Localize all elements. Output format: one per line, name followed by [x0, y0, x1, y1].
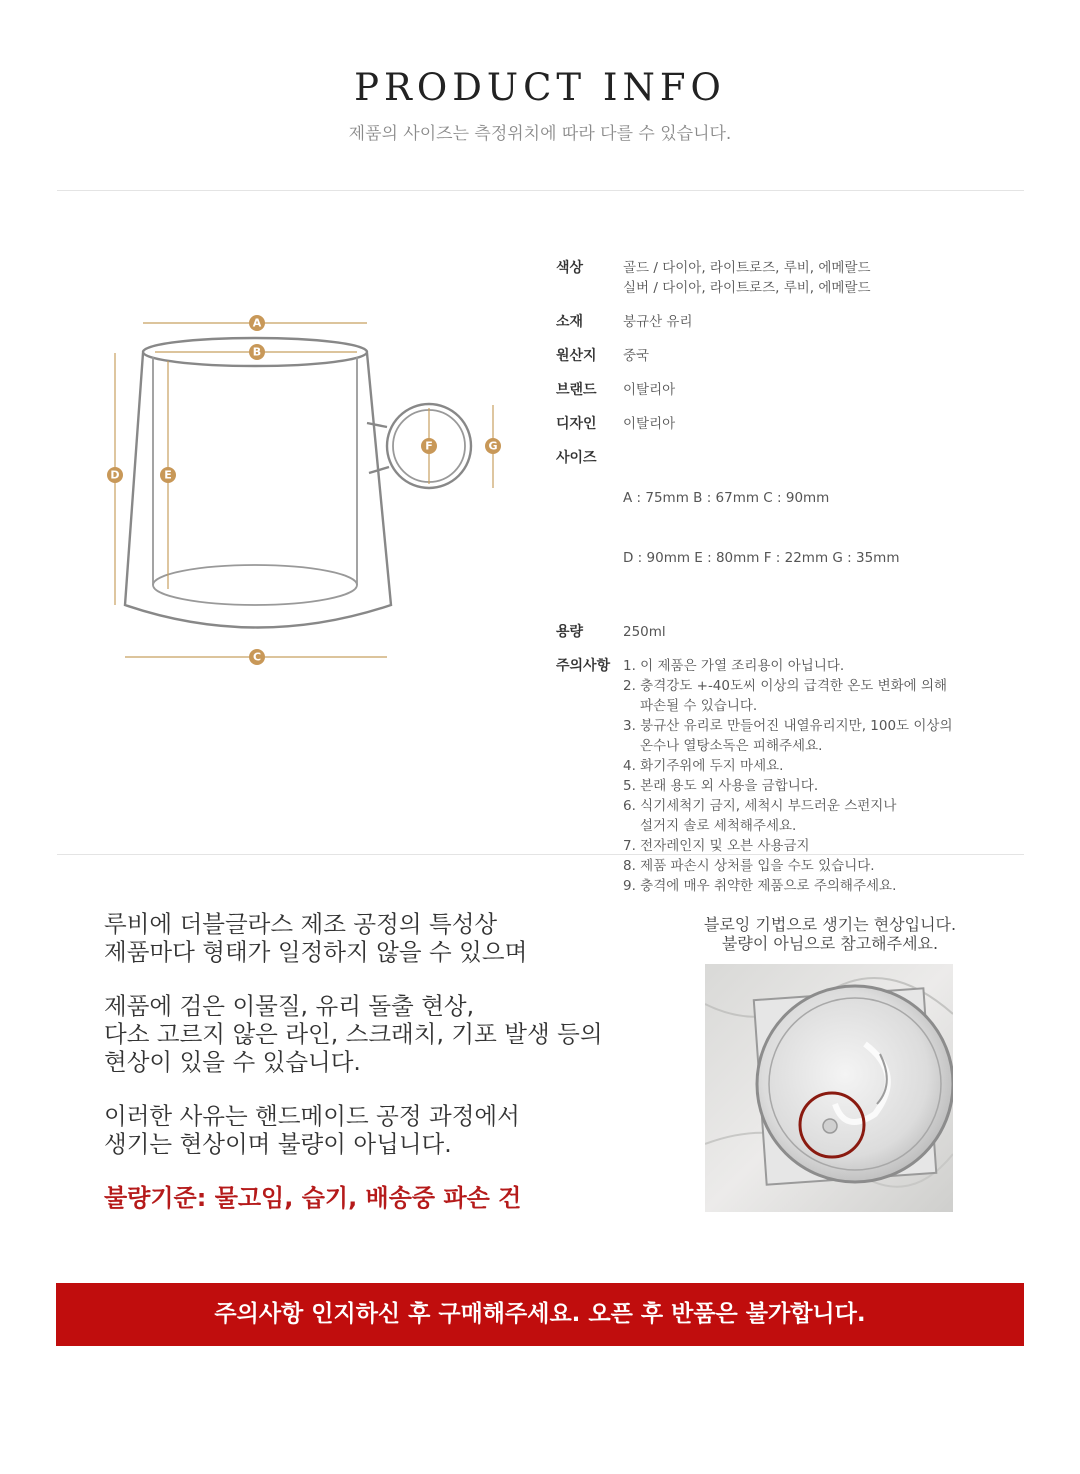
caution-line: 파손될 수 있습니다. [640, 698, 758, 714]
notice-line: 다소 고르지 않은 라인, 스크래치, 기포 발생 등의 [104, 1020, 603, 1048]
spec-line: 골드 / 다이아, 라이트로즈, 루비, 에메랄드 [623, 260, 871, 276]
caution-line: 5. 본래 용도 외 사용을 금합니다. [623, 778, 819, 794]
svg-text:E: E [164, 468, 172, 482]
spec-label: 주의사항 [556, 658, 611, 674]
notice-paragraph [104, 910, 684, 966]
spec-row-size [556, 448, 1016, 608]
notice-paragraph [104, 992, 684, 1076]
marker-b [249, 344, 265, 360]
caution-line: 4. 화기주위에 두지 마세요. [623, 758, 784, 774]
page-subtitle: 제품의 사이즈는 측정위치에 따라 다를 수 있습니다. [348, 124, 732, 144]
spec-row-design [556, 414, 1016, 434]
caution-line: 2. 충격강도 +-40도씨 이상의 급격한 온도 변화에 의해 [623, 678, 948, 694]
spec-label: 용량 [556, 624, 584, 640]
marker-d [107, 467, 123, 483]
caution-line: 온수나 열탕소독은 피해주세요. [640, 738, 823, 754]
top-divider [57, 190, 1024, 191]
caution-line: 1. 이 제품은 가열 조리용이 아닙니다. [623, 658, 845, 674]
svg-text:F: F [425, 439, 433, 453]
notice-line: 루비에 더블글라스 제조 공정의 특성상 [104, 910, 498, 938]
caption-line: 불량이 아님으로 참고해주세요. [721, 934, 939, 953]
spec-label: 브랜드 [556, 382, 597, 398]
marker-a [249, 315, 265, 331]
caution-line: 3. 붕규산 유리로 만들어진 내열유리지만, 100도 이상의 [623, 718, 953, 734]
spec-label: 원산지 [556, 348, 597, 364]
spec-row-capacity [556, 622, 1016, 642]
page-title: PRODUCT INFO [354, 66, 726, 109]
spec-value: 이탈리아 [623, 416, 676, 432]
notice-line: 제품에 검은 이물질, 유리 돌출 현상, [104, 992, 475, 1020]
spec-value: 250ml [623, 624, 666, 640]
blowing-caption [680, 915, 980, 953]
spec-line: 실버 / 다이아, 라이트로즈, 루비, 에메랄드 [623, 280, 871, 296]
caution-line: 6. 식기세척기 금지, 세척시 부드러운 스펀지나 [623, 798, 897, 814]
svg-text:G: G [488, 439, 498, 453]
spec-value: 붕규산 유리 [623, 314, 693, 330]
return-policy-banner: 주의사항 인지하신 후 구매해주세요. 오픈 후 반품은 불가합니다. [56, 1283, 1024, 1346]
svg-text:A: A [252, 316, 262, 330]
marker-c [249, 649, 265, 665]
marker-g [485, 438, 501, 454]
spec-value [623, 258, 871, 298]
spec-value: 이탈리아 [623, 382, 676, 398]
caution-line: 9. 충격에 매우 취약한 제품으로 주의해주세요. [623, 878, 897, 894]
spec-label: 소재 [556, 314, 584, 330]
marker-f [421, 438, 437, 454]
spec-line: D : 90mm E : 80mm F : 22mm G : 35mm [623, 550, 900, 566]
spec-row-material [556, 312, 1016, 332]
spec-label: 디자인 [556, 416, 597, 432]
spec-table [556, 258, 1016, 910]
spec-value [623, 656, 953, 896]
svg-text:D: D [110, 468, 120, 482]
svg-text:C: C [252, 650, 262, 664]
cup-dimension-diagram [95, 305, 515, 685]
caution-line: 8. 제품 파손시 상처를 입을 수도 있습니다. [623, 858, 875, 874]
spec-value [623, 448, 899, 608]
caution-line: 설거지 솔로 세척해주세요. [640, 818, 797, 834]
spec-value: 중국 [623, 348, 650, 364]
notice-paragraph [104, 1102, 684, 1158]
spec-row-color [556, 258, 1016, 298]
spec-row-brand [556, 380, 1016, 400]
notice-line: 현상이 있을 수 있습니다. [104, 1048, 361, 1076]
spec-label: 사이즈 [556, 450, 597, 466]
spec-label: 색상 [556, 260, 584, 276]
spec-row-origin [556, 346, 1016, 366]
spec-row-caution [556, 656, 1016, 896]
middle-divider [57, 854, 1024, 855]
defect-criteria: 불량기준: 물고임, 습기, 배송중 파손 건 [104, 1184, 522, 1212]
cup-inner-bottom [153, 565, 357, 605]
notice-line: 제품마다 형태가 일정하지 않을 수 있으며 [104, 938, 528, 966]
notice-line: 이러한 사유는 핸드메이드 공정 과정에서 [104, 1102, 520, 1130]
cup-inner-walls [153, 357, 357, 585]
svg-text:B: B [252, 345, 262, 359]
caution-line: 7. 전자레인지 및 오븐 사용금지 [623, 838, 810, 854]
marker-e [160, 467, 176, 483]
caption-line: 블로잉 기법으로 생기는 현상입니다. [703, 915, 957, 934]
handmade-notice [104, 910, 684, 1238]
cup-outer-outline [125, 353, 391, 628]
spec-line: A : 75mm B : 67mm C : 90mm [623, 490, 830, 506]
notice-line: 생기는 현상이며 불량이 아닙니다. [104, 1130, 452, 1158]
glass-bottom-photo [705, 964, 953, 1212]
